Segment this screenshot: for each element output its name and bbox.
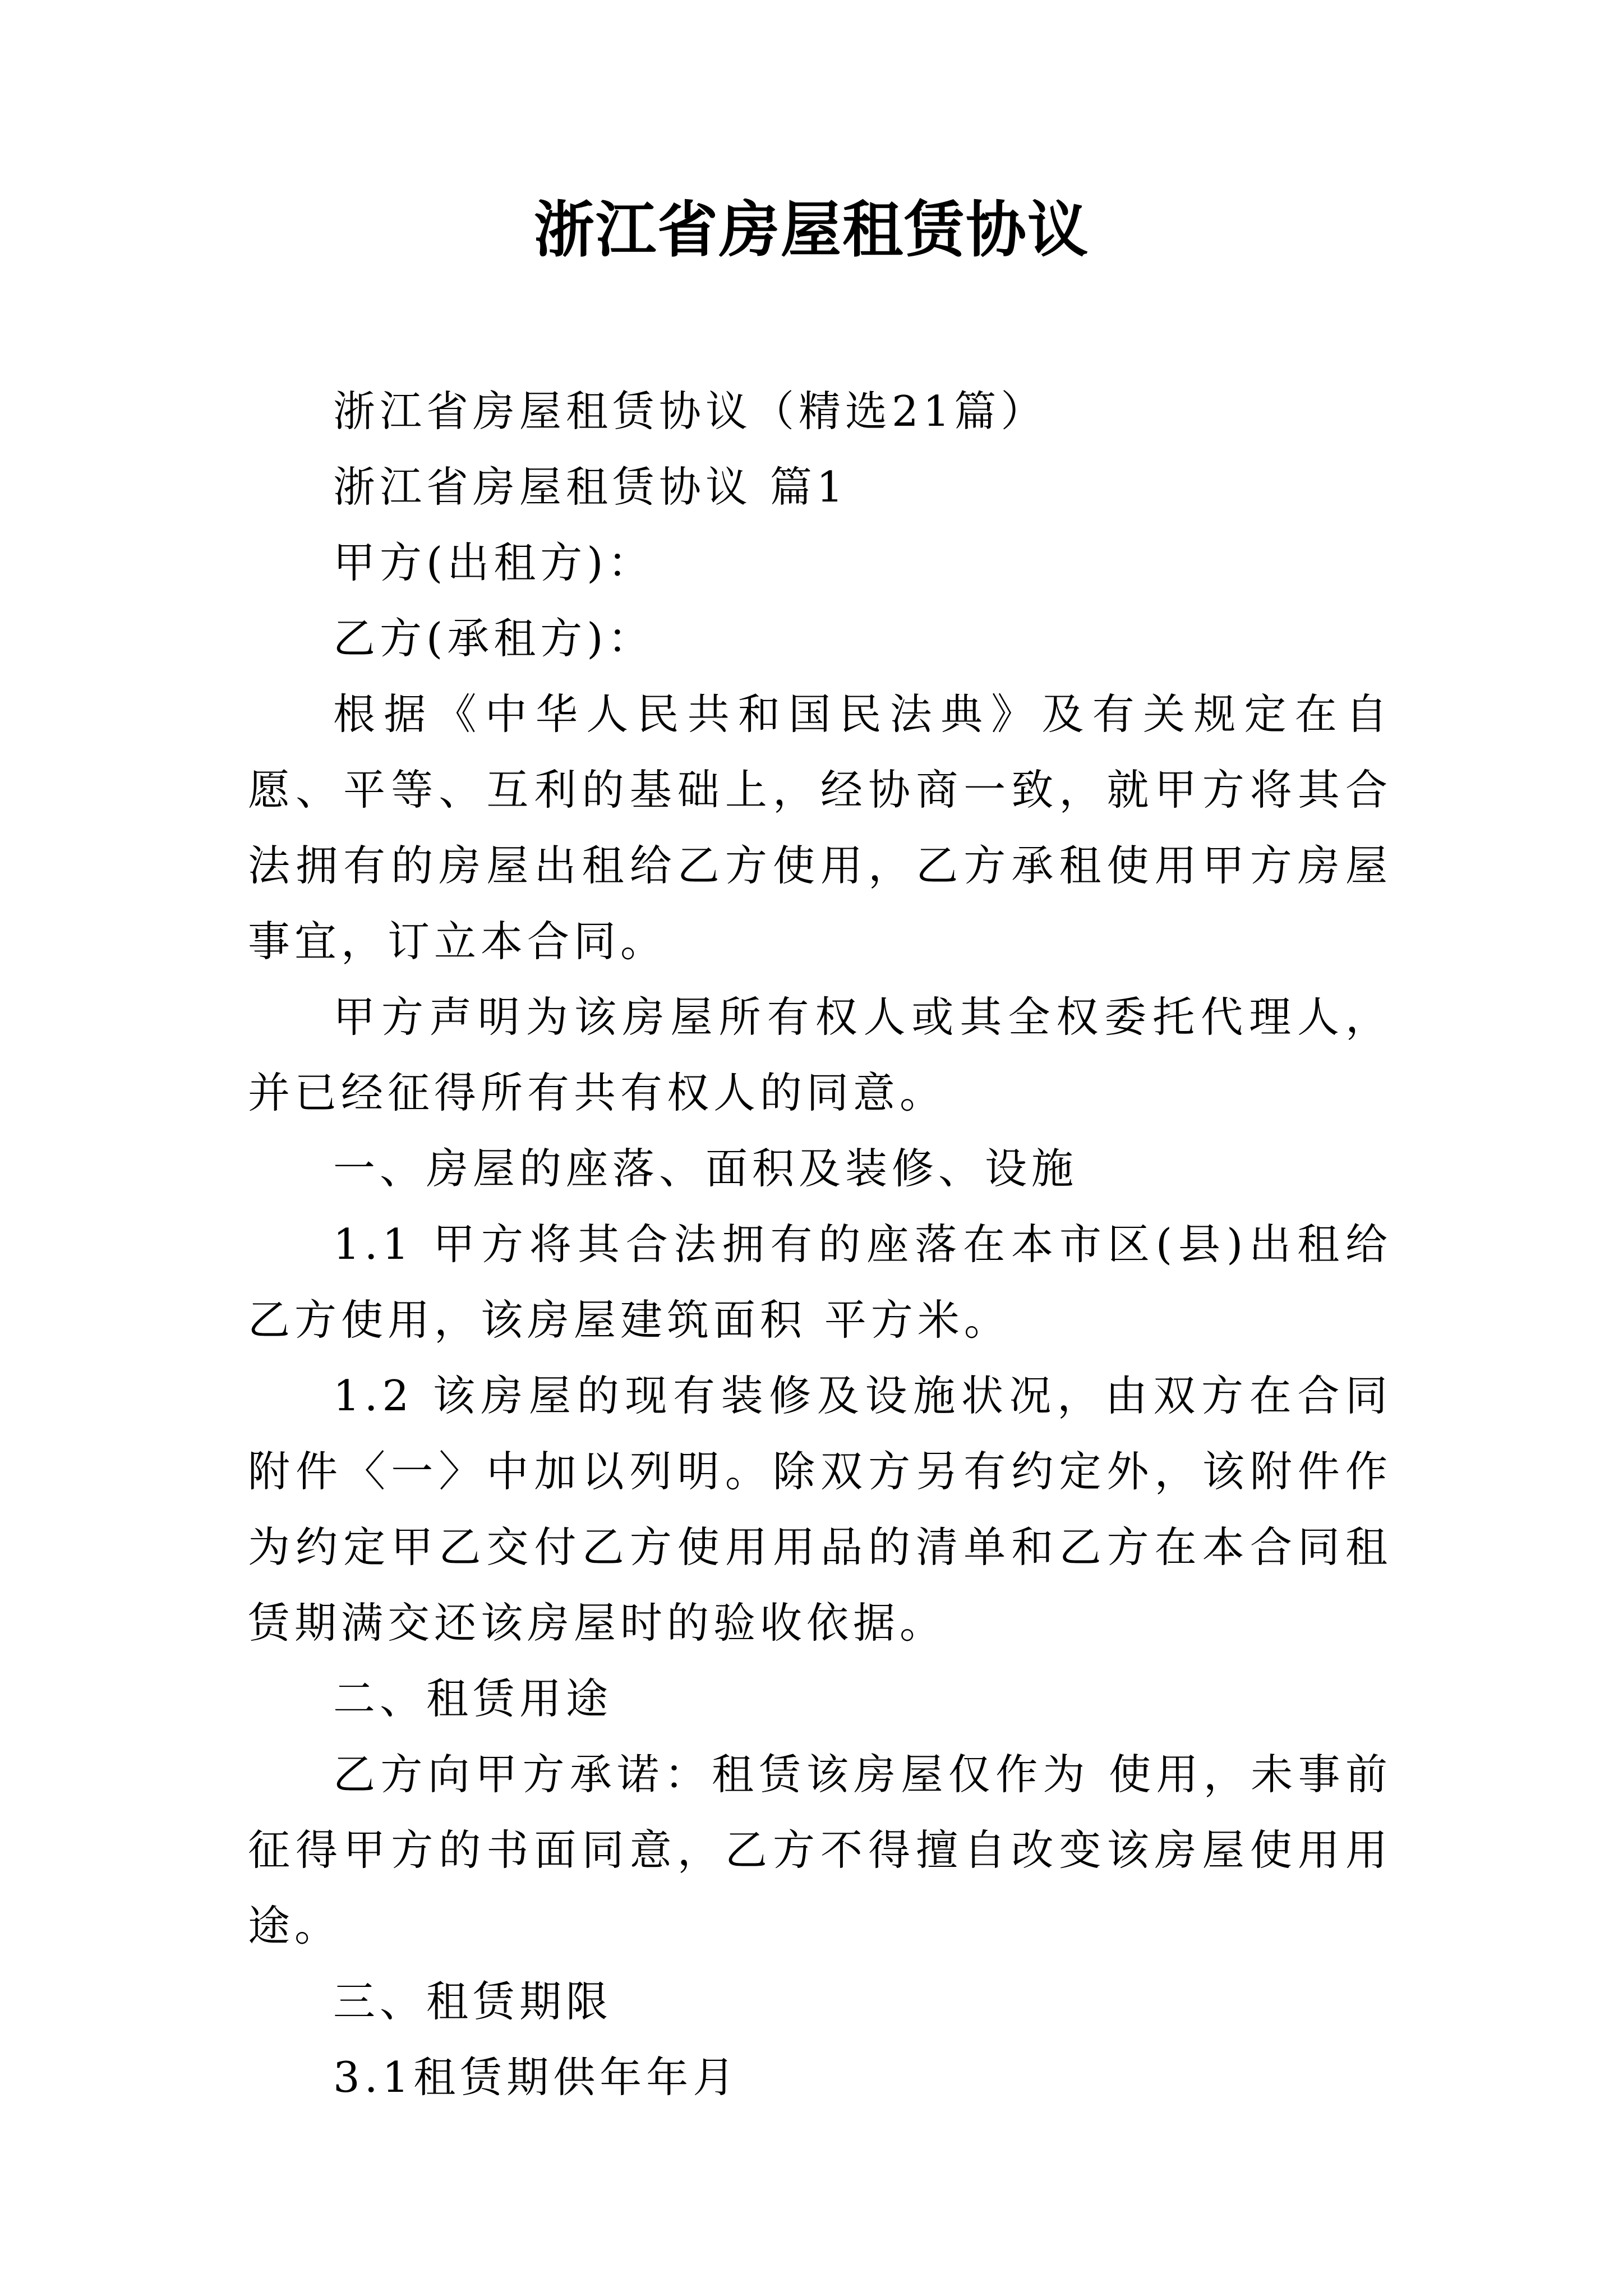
clause-1-1: 1.1 甲方将其合法拥有的座落在本市区(县)出租给乙方使用，该房屋建筑面积 平方米。 bbox=[248, 1220, 1392, 1345]
document-body bbox=[248, 374, 1392, 2115]
party-a-line: 甲方(出租方)： bbox=[333, 538, 654, 587]
section-heading-3: 三、租赁期限 bbox=[333, 1977, 613, 2026]
party-b-line: 乙方(承租方)： bbox=[333, 614, 654, 663]
preamble-paragraph: 根据《中华人民共和国民法典》及有关规定在自愿、平等、互利的基础上，经协商一致，就甲方将其合法拥有的房屋出租给乙方使用，乙方承租使用甲方房屋事宜，订立本合同。 bbox=[248, 689, 1392, 966]
usage-paragraph: 乙方向甲方承诺：租赁该房屋仅作为 使用，未事前征得甲方的书面同意，乙方不得擅自改变该房屋使用用途。 bbox=[248, 1750, 1392, 1950]
section-heading-1: 一、房屋的座落、面积及装修、设施 bbox=[333, 1144, 1078, 1193]
section-heading-article-1: 浙江省房屋租赁协议 篇1 bbox=[333, 462, 848, 512]
document-title: 浙江省房屋租赁协议 bbox=[533, 195, 1089, 265]
subtitle-paragraph: 浙江省房屋租赁协议（精选21篇） bbox=[333, 386, 1048, 436]
section-heading-2: 二、租赁用途 bbox=[333, 1674, 613, 1723]
clause-1-2: 1.2 该房屋的现有装修及设施状况，由双方在合同附件〈一〉中加以列明。除双方另有约定外，该附件作为约定甲乙交付乙方使用用品的清单和乙方在本合同租赁期满交还该房屋时的验收依据。 bbox=[248, 1371, 1392, 1648]
declaration-paragraph: 甲方声明为该房屋所有权人或其全权委托代理人，并已经征得所有共有权人的同意。 bbox=[248, 992, 1392, 1117]
clause-3-1: 3.1租赁期供年年月 bbox=[333, 2053, 740, 2102]
